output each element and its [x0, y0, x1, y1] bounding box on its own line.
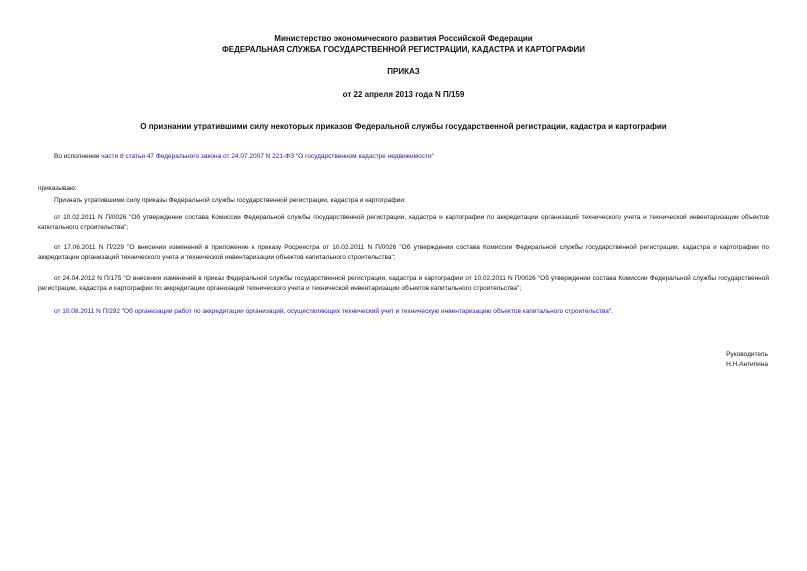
intro-prefix: Во исполнение: [54, 153, 102, 160]
ministry-heading: Министерство экономического развития Российской Федерации: [274, 34, 533, 43]
signature-name: Н.Н.Антипина: [726, 361, 768, 368]
agency-heading: ФЕДЕРАЛЬНАЯ СЛУЖБА ГОСУДАРСТВЕННОЙ РЕГИСТРАЦИИ, КАДАСТРА И КАРТОГРАФИИ: [221, 45, 586, 54]
last-list-item: [54, 307, 613, 316]
list-item: от 10.02.2011 N П/0026 "Об утверждении состава Комиссии Федеральной службы государственной регистрации, кадастра и картографии по аккредитации организаций технического учета и технической инвентаризации объектов капитального строительства";: [38, 214, 769, 231]
list-item: от 24.04.2012 N П/175 "О внесении изменений в приказ Федеральной службы государственной регистрации, кадастра и картографии от 10.02.2011 N П/0026 "Об утверждении состава Комиссии Федеральной службы государственной регистрации, кадастра и картографии по аккредитации организаций технического учета и технической инвентаризации объектов капитального строительства";: [38, 275, 769, 292]
list-item: от 17.06.2011 N П/229 "О внесении изменений в приложение к приказу Росреестра от 10.02.2011 N П/0026 "Об утверждении состава Комиссии Федеральной службы государственной регистрации, кадастра и картографии по аккредитации организаций технического учета и технической инвентаризации объектов капитального строительства";: [38, 244, 769, 261]
signature-position: Руководитель: [726, 351, 768, 358]
document-title: О признании утратившими силу некоторых приказов Федеральной службы государственной регистрации, кадастра и картографии: [140, 122, 667, 131]
law-reference-link[interactable]: части 8 статьи 47 Федерального закона от 24.07.2007 N 221-ФЗ "О государственном кадастре недвижимости": [101, 153, 434, 160]
last-item-suffix: .: [611, 308, 613, 315]
order-reference-link[interactable]: от 10.08.2011 N П/292 "Об организации работ по аккредитации организаций, осуществляющих технический учет и техническую инвентаризацию объектов капитального строительства": [54, 308, 612, 315]
date-number-heading: от 22 апреля 2013 года N П/159: [342, 90, 465, 99]
doc-type-heading: ПРИКАЗ: [387, 67, 420, 76]
recognize-line: Признать утратившими силу приказы Федеральной службы государственной регистрации, кадастра и картографии:: [54, 197, 406, 204]
order-word: приказываю:: [38, 185, 77, 192]
intro-paragraph: [54, 152, 434, 161]
